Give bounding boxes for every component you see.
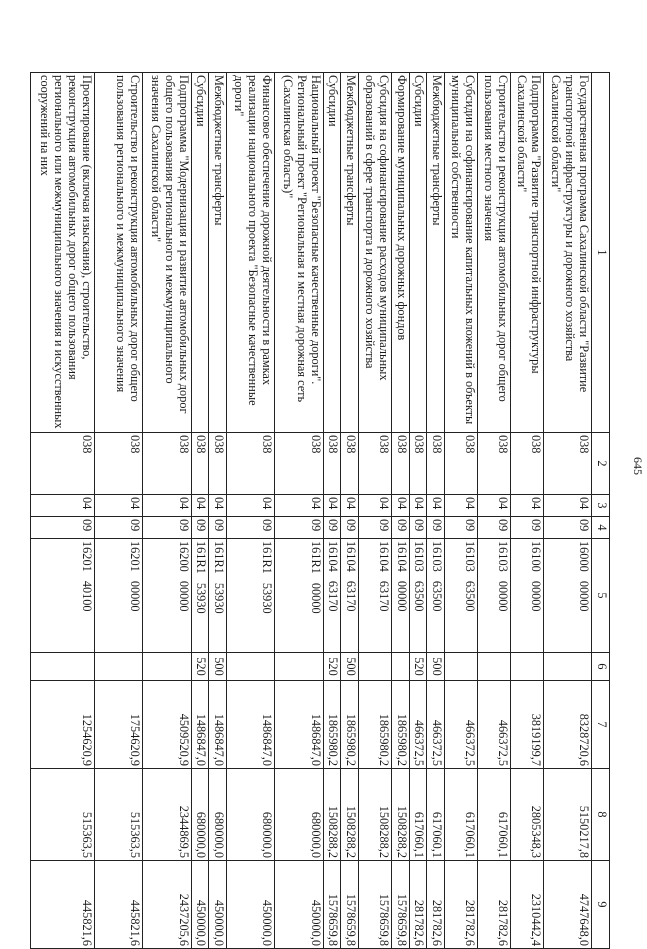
subsection-code: 09 [543,517,591,539]
expense-type-code [510,653,543,681]
amount-2023: 8328720,6 [543,681,591,769]
target-code-part: 53930 [212,582,227,614]
amount-2025: 1578659,8 [323,861,341,949]
target-code [409,539,427,653]
target-code [477,539,510,653]
ministry-code: 038 [323,433,341,495]
section-code: 04 [444,495,477,517]
table-row [143,73,191,949]
table-row [409,73,427,949]
amount-2025: 2310442,4 [510,861,543,949]
row-name: Субсидия на софинансирование расходов муниципальных образований в сфере транспорта и дорожного хозяйства [359,73,392,433]
amount-2024: 2344869,5 [143,769,191,861]
expense-type-code [392,653,410,681]
amount-2025: 281782,6 [477,861,510,949]
ministry-code: 038 [392,433,410,495]
target-code-part: 00000 [308,582,323,614]
target-code-part: 00000 [176,580,191,612]
ministry-code: 038 [341,433,359,495]
table-row [444,73,477,949]
target-code [341,539,359,653]
expense-type-code [444,653,477,681]
amount-2025: 450000,0 [209,861,227,949]
amount-2024: 680000,0 [191,769,209,861]
target-code-part: 00000 [577,580,592,612]
section-code: 04 [477,495,510,517]
section-code: 04 [392,495,410,517]
subsection-code: 09 [209,517,227,539]
subsection-code: 09 [392,517,410,539]
page-number-text: 645 [631,457,645,475]
column-header: 7 [592,681,610,769]
target-code [143,539,191,653]
ministry-code: 038 [359,433,392,495]
section-code: 04 [427,495,445,517]
target-code-part: 16104 [326,541,341,572]
expense-type-code [227,653,275,681]
section-code: 04 [510,495,543,517]
subsection-code: 09 [510,517,543,539]
amount-2024: 1508288,2 [341,769,359,861]
amount-2024: 617060,1 [427,769,445,861]
target-code-part: 63170 [344,580,359,612]
target-code-part: 16100 [528,541,543,572]
ministry-code: 038 [31,433,95,495]
amount-2024: 617060,1 [409,769,427,861]
budget-table [30,72,610,949]
target-code-part: 00000 [495,580,510,612]
target-code-part: 63500 [412,580,427,612]
target-code-part: 00000 [128,580,143,612]
target-code [359,539,392,653]
amount-2025: 445821,6 [31,861,95,949]
amount-2024: 2805348,3 [510,769,543,861]
amount-2025: 450000,0 [191,861,209,949]
ministry-code: 038 [143,433,191,495]
ministry-code: 038 [409,433,427,495]
target-code-part: 16103 [462,541,477,572]
amount-2025: 2437205,6 [143,861,191,949]
amount-2023: 1486847,0 [191,681,209,769]
subsection-code: 09 [94,517,142,539]
table-row [94,73,142,949]
table-row [392,73,410,949]
target-code-part: 161R1 [212,541,227,574]
amount-2023: 1486847,0 [227,681,275,769]
row-name: Национальный проект "Безопасные качественные дороги". Региональный проект "Региональная и местная дорожная сеть (Сахалинская область)" [275,73,323,433]
row-name: Государственная программа Сахалинской области "Развитие транспортной инфраструктуры и дорожного хозяйства Сахалинской области" [543,73,591,433]
column-header: 2 [592,433,610,495]
expense-type-code [94,653,142,681]
target-code [392,539,410,653]
row-name: Субсидии [323,73,341,433]
target-code-part: 161R1 [260,541,275,574]
target-code [191,539,209,653]
table-header-row [592,73,610,949]
amount-2023: 466372,5 [477,681,510,769]
expense-type-code [543,653,591,681]
row-name: Субсидии [409,73,427,433]
column-header: 5 [592,539,610,653]
column-header: 3 [592,495,610,517]
table-row [427,73,445,949]
ministry-code: 038 [275,433,323,495]
row-name: Подпрограмма "Модернизация и развитие автомобильных дорог общего пользования регионального и межмуниципального значения Сахалинской области" [143,73,191,433]
section-code: 04 [94,495,142,517]
row-name: Финансовое обеспечение дорожной деятельности в рамках реализации национального проекта "Безопасные качественные дороги" [227,73,275,433]
amount-2024: 5150217,8 [543,769,591,861]
amount-2023: 1754620,9 [94,681,142,769]
target-code [444,539,477,653]
amount-2024: 617060,1 [444,769,477,861]
subsection-code: 09 [477,517,510,539]
ministry-code: 038 [477,433,510,495]
table-row [209,73,227,949]
target-code-part: 16000 [577,541,592,572]
amount-2023: 1486847,0 [209,681,227,769]
ministry-code: 038 [209,433,227,495]
amount-2024: 680000,0 [275,769,323,861]
amount-2023: 466372,5 [444,681,477,769]
expense-type-code: 520 [323,653,341,681]
ministry-code: 038 [444,433,477,495]
target-code [323,539,341,653]
amount-2024: 515363,5 [94,769,142,861]
table-row [323,73,341,949]
column-header: 6 [592,653,610,681]
target-code-part: 161R1 [194,541,209,574]
table-row [275,73,323,949]
table-row [510,73,543,949]
target-code-part: 16200 [176,541,191,572]
amount-2024: 515363,5 [31,769,95,861]
amount-2024: 1508288,2 [359,769,392,861]
target-code [209,539,227,653]
target-code-part: 16104 [377,541,392,572]
section-code: 04 [191,495,209,517]
amount-2025: 281782,6 [444,861,477,949]
target-code [427,539,445,653]
row-name: Межбюджетные трансферты [209,73,227,433]
subsection-code: 09 [427,517,445,539]
expense-type-code: 500 [427,653,445,681]
amount-2023: 1865980,2 [359,681,392,769]
amount-2025: 281782,6 [409,861,427,949]
expense-type-code [275,653,323,681]
subsection-code: 09 [227,517,275,539]
amount-2025: 450000,0 [275,861,323,949]
ministry-code: 038 [543,433,591,495]
column-header: 8 [592,769,610,861]
table-row [341,73,359,949]
amount-2023: 1865980,2 [341,681,359,769]
target-code-part: 16104 [344,541,359,572]
subsection-code: 09 [359,517,392,539]
ministry-code: 038 [510,433,543,495]
row-name: Проектирование (включая изыскания), строительство, реконструкция автомобильных дорог общего пользования регионального или межмуниципального значения и искусственных сооружений на них [31,73,95,433]
row-name: Строительство и реконструкция автомобильных дорог общего пользования регионального и межмуниципального значения [94,73,142,433]
row-name: Межбюджетные трансферты [427,73,445,433]
column-header: 1 [592,73,610,433]
amount-2025: 281782,6 [427,861,445,949]
row-name: Субсидии [191,73,209,433]
target-code-part: 16103 [429,541,444,572]
target-code [275,539,323,653]
expense-type-code: 520 [409,653,427,681]
amount-2025: 450000,0 [227,861,275,949]
amount-2023: 1486847,0 [275,681,323,769]
row-name: Формирование муниципальных дорожных фондов [392,73,410,433]
subsection-code: 09 [275,517,323,539]
amount-2024: 1508288,2 [392,769,410,861]
target-code [31,539,95,653]
section-code: 04 [209,495,227,517]
subsection-code: 09 [323,517,341,539]
section-code: 04 [323,495,341,517]
target-code-part: 53930 [260,582,275,614]
table-row [227,73,275,949]
section-code: 04 [341,495,359,517]
amount-2023: 3819199,7 [510,681,543,769]
section-code: 04 [359,495,392,517]
target-code [543,539,591,653]
target-code-part: 00000 [528,580,543,612]
row-name: Строительство и реконструкция автомобильных дорог общего пользования местного значения [477,73,510,433]
column-header: 4 [592,517,610,539]
expense-type-code: 500 [341,653,359,681]
amount-2025: 1578659,8 [392,861,410,949]
subsection-code: 09 [409,517,427,539]
ministry-code: 038 [227,433,275,495]
target-code-part: 53930 [194,582,209,614]
section-code: 04 [143,495,191,517]
target-code-part: 16103 [412,541,427,572]
subsection-code: 09 [143,517,191,539]
amount-2025: 4747648,0 [543,861,591,949]
section-code: 04 [31,495,95,517]
target-code [510,539,543,653]
section-code: 04 [409,495,427,517]
row-name: Подпрограмма "Развитие транспортной инфраструктуры Сахалинской области" [510,73,543,433]
row-name: Субсидии на софинансирование капитальных вложений в объекты муниципальной собственности [444,73,477,433]
amount-2023: 466372,5 [409,681,427,769]
target-code-part: 63170 [377,580,392,612]
target-code-part: 16201 [79,541,94,572]
section-code: 04 [275,495,323,517]
amount-2023: 1254620,9 [31,681,95,769]
expense-type-code [31,653,95,681]
amount-2023: 1865980,2 [392,681,410,769]
amount-2023: 4509520,9 [143,681,191,769]
subsection-code: 09 [191,517,209,539]
table-row [477,73,510,949]
ministry-code: 038 [427,433,445,495]
target-code [227,539,275,653]
subsection-code: 09 [341,517,359,539]
amount-2025: 1578659,8 [359,861,392,949]
table-row [31,73,95,949]
amount-2024: 680000,0 [209,769,227,861]
target-code-part: 63500 [429,580,444,612]
expense-type-code [477,653,510,681]
amount-2024: 1508288,2 [323,769,341,861]
target-code [94,539,142,653]
amount-2025: 1578659,8 [341,861,359,949]
target-code-part: 63170 [326,580,341,612]
ministry-code: 038 [191,433,209,495]
expense-type-code [143,653,191,681]
target-code-part: 16104 [394,541,409,572]
table-row [359,73,392,949]
column-header: 9 [592,861,610,949]
amount-2024: 617060,1 [477,769,510,861]
target-code-part: 16201 [128,541,143,572]
target-code-part: 16103 [495,541,510,572]
amount-2025: 445821,6 [94,861,142,949]
section-code: 04 [227,495,275,517]
ministry-code: 038 [94,433,142,495]
target-code-part: 161R1 [308,541,323,574]
table-row [543,73,591,949]
section-code: 04 [543,495,591,517]
expense-type-code: 500 [209,653,227,681]
subsection-code: 09 [444,517,477,539]
table-row [191,73,209,949]
subsection-code: 09 [31,517,95,539]
target-code-part: 40100 [79,580,94,612]
row-name: Межбюджетные трансферты [341,73,359,433]
amount-2024: 680000,0 [227,769,275,861]
expense-type-code: 520 [191,653,209,681]
amount-2023: 466372,5 [427,681,445,769]
amount-2023: 1865980,2 [323,681,341,769]
target-code-part: 63500 [462,580,477,612]
target-code-part: 00000 [394,580,409,612]
expense-type-code [359,653,392,681]
